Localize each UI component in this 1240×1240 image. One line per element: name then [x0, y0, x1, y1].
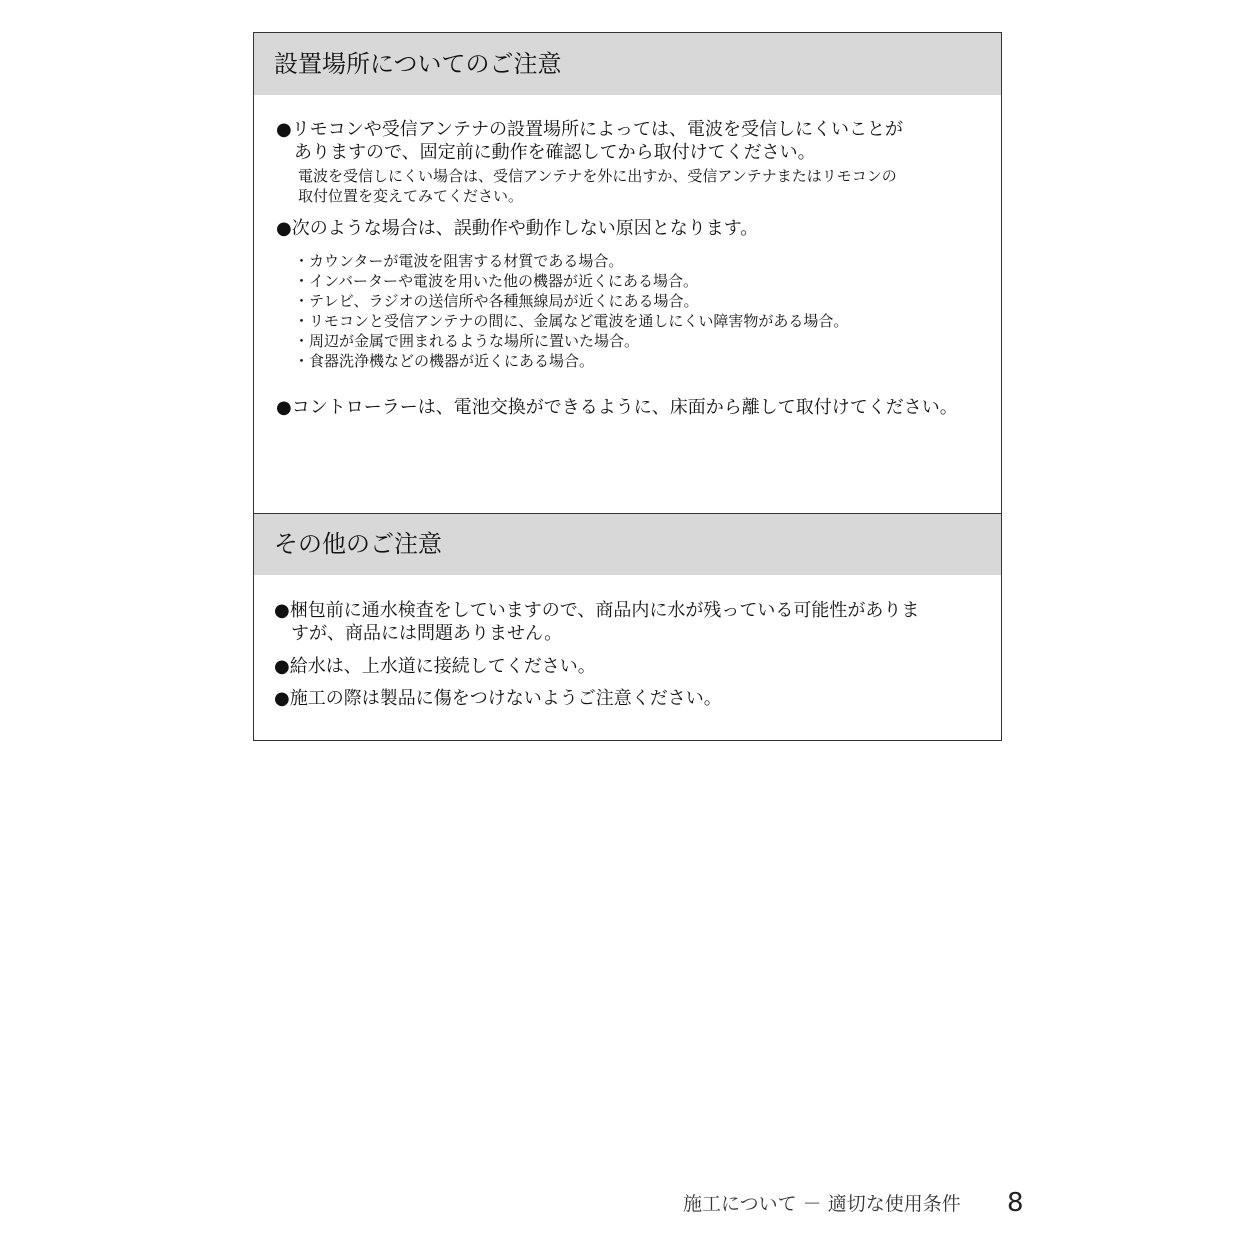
- malfunction-cause-heading: ●次のような場合は、誤動作や動作しない原因となります。: [276, 218, 759, 239]
- malfunction-item: ・リモコンと受信アンテナの間に、金属など電波を通しにくい障害物がある場合。: [294, 312, 849, 330]
- page-number: 8: [1007, 1188, 1024, 1218]
- water-supply-caution: ●給水は、上水道に接続してください。: [274, 656, 596, 677]
- remote-antenna-caution-line1: ●リモコンや受信アンテナの設置場所によっては、電波を受信しにくいことが: [276, 119, 903, 140]
- malfunction-item: ・周辺が金属で囲まれるような場所に置いた場合。: [294, 332, 640, 350]
- other-caution-header: [254, 514, 1001, 575]
- reception-note-line2: 取付位置を変えてみてください。: [298, 187, 524, 205]
- malfunction-item: ・カウンターが電波を阻害する材質である場合。: [294, 252, 624, 270]
- controller-mounting-caution: ●コントローラーは、電池交換ができるように、床面から離して取付けてください。: [276, 397, 958, 418]
- caution-panel: [253, 32, 1002, 741]
- reception-note-line1: 電波を受信しにくい場合は、受信アンテナを外に出すか、受信アンテナまたはリモコンの: [298, 167, 897, 185]
- malfunction-item: ・食器洗浄機などの機器が近くにある場合。: [294, 352, 595, 370]
- malfunction-item: ・テレビ、ラジオの送信所や各種無線局が近くにある場合。: [294, 292, 699, 310]
- malfunction-item: ・インバーターや電波を用いた他の機器が近くにある場合。: [294, 272, 698, 290]
- installation-caution-header: [254, 33, 1001, 95]
- installation-damage-caution: ●施工の際は製品に傷をつけないようご注意ください。: [274, 688, 722, 709]
- other-caution-title: その他のご注意: [274, 530, 442, 558]
- remote-antenna-caution-line2: ありますので、固定前に動作を確認してから取付けてください。: [294, 142, 816, 163]
- water-inspection-caution-line1: ●梱包前に通水検査をしていますので、商品内に水が残っている可能性がありま: [274, 600, 920, 621]
- water-inspection-caution-line2: すが、商品には問題ありません。: [291, 623, 563, 644]
- footer-section-label: 施工について － 適切な使用条件: [683, 1193, 961, 1215]
- installation-caution-title: 設置場所についてのご注意: [274, 50, 562, 78]
